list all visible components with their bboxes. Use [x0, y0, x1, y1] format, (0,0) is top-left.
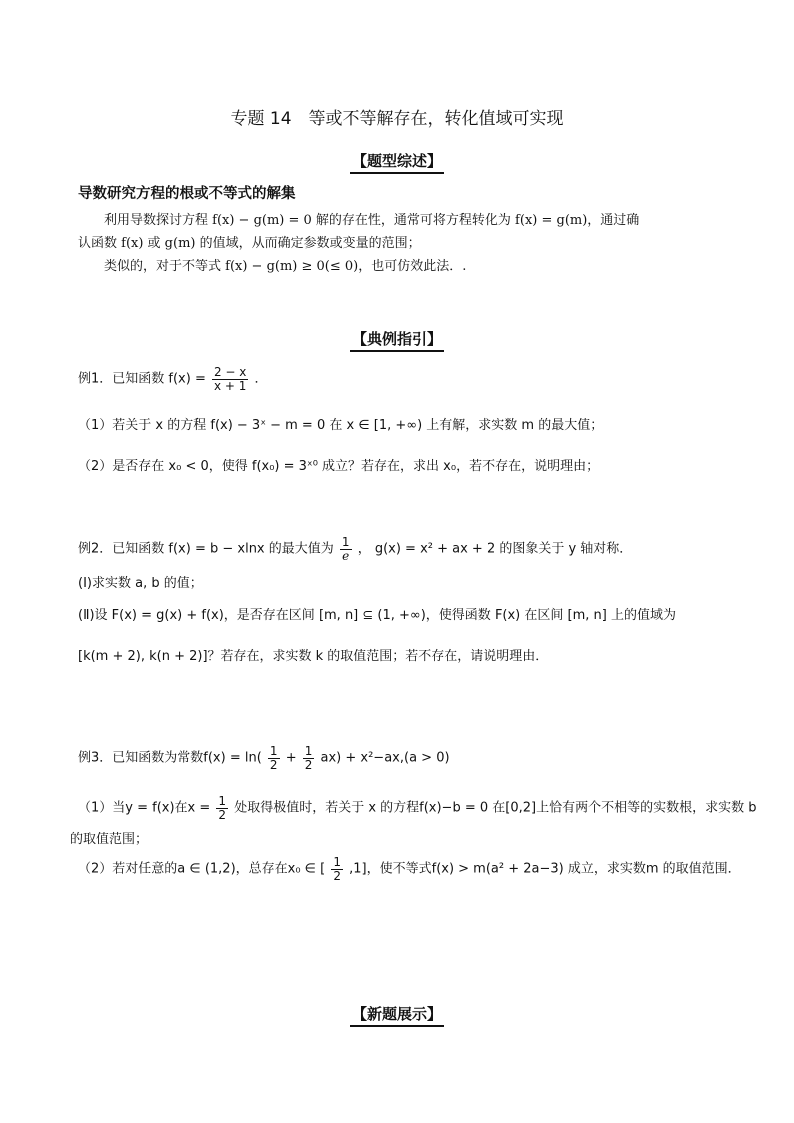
page-title: 专题 14 等或不等解存在，转化值域可实现: [230, 109, 564, 129]
example-2-fraction: $\frac{1}{e}$: [341, 535, 350, 563]
example-3-fraction-2: $\frac{1}{2}$: [304, 744, 313, 772]
example-3-question-1-line1: （1）当y = f(x)在x = $\frac{1}{2}$ 处取得极值时，若关于 x 的方程f(x)−b = 0 在[0,2]上恰有两个不相等的实数根，求实数 b: [78, 794, 757, 822]
example-2-question-1: (Ⅰ)求实数 a, b 的值；: [78, 576, 203, 591]
section-heading-examples: 【典例指引】: [0, 328, 794, 349]
overview-paragraph-2: 类似的，对于不等式 f(x) − g(m) ≥ 0(≤ 0)，也可仿效此法．.: [104, 259, 467, 274]
overview-paragraph-line1: 利用导数探讨方程 f(x) − g(m) = 0 解的存在性，通常可将方程转化为 f(x) = g(m)，通过确: [104, 213, 640, 228]
example-3-question-1-fraction: $\frac{1}{2}$: [218, 794, 227, 822]
example-1-question-2: （2）是否存在 x₀ < 0，使得 f(x₀) = 3ˣ⁰ 成立？若存在，求出 x₀，若不存在，说明理由；: [78, 459, 600, 474]
overview-paragraph-line2: 认函数 f(x) 或 g(m) 的值域，从而确定参数或变量的范围；: [78, 236, 421, 251]
section-heading-new: 【新题展示】: [0, 1003, 794, 1024]
example-3-question-2: （2）若对任意的a ∈ (1,2)，总存在x₀ ∈ [ $\frac{1}{2}$ ,1]，使不等式f(x) > m(a² + 2a−3) 成立，求实数m 的取值范围．: [78, 855, 741, 883]
example-2-statement: 例2．已知函数 f(x) = b − xlnx 的最大值为 $\frac{1}{e}$ ， g(x) = x² + ax + 2 的图象关于 y 轴对称．: [78, 535, 633, 563]
example-1-fraction: $\frac{2 - x}{x + 1}$: [213, 365, 247, 393]
overview-heading: 导数研究方程的根或不等式的解集: [78, 186, 296, 202]
example-3-statement: 例3．已知函数为常数f(x) = ln( $\frac{1}{2}$ + $\frac{1}{2}$ ax) + x²−ax,(a > 0): [78, 744, 450, 772]
example-1-question-1: （1）若关于 x 的方程 f(x) − 3ˣ − m = 0 在 x ∈ [1, +∞) 上有解，求实数 m 的最大值；: [78, 418, 604, 433]
example-3-question-2-fraction: $\frac{1}{2}$: [333, 855, 341, 883]
section-heading-overview: 【题型综述】: [0, 150, 794, 171]
example-1-statement: 例1．已知函数 f(x) = $\frac{2 - x}{x + 1}$ ．: [78, 365, 268, 393]
example-2-question-2-line1: (Ⅱ)设 F(x) = g(x) + f(x)，是否存在区间 [m, n] ⊆ (1, +∞)，使得函数 F(x) 在区间 [m, n] 上的值域为: [78, 608, 676, 623]
example-3-question-1-line2: 的取值范围；: [70, 832, 149, 847]
example-2-question-2-line2: [k(m + 2), k(n + 2)]？若存在，求实数 k 的取值范围；若不存在，请说明理由．: [78, 649, 549, 664]
example-3-fraction-1: $\frac{1}{2}$: [269, 744, 278, 772]
